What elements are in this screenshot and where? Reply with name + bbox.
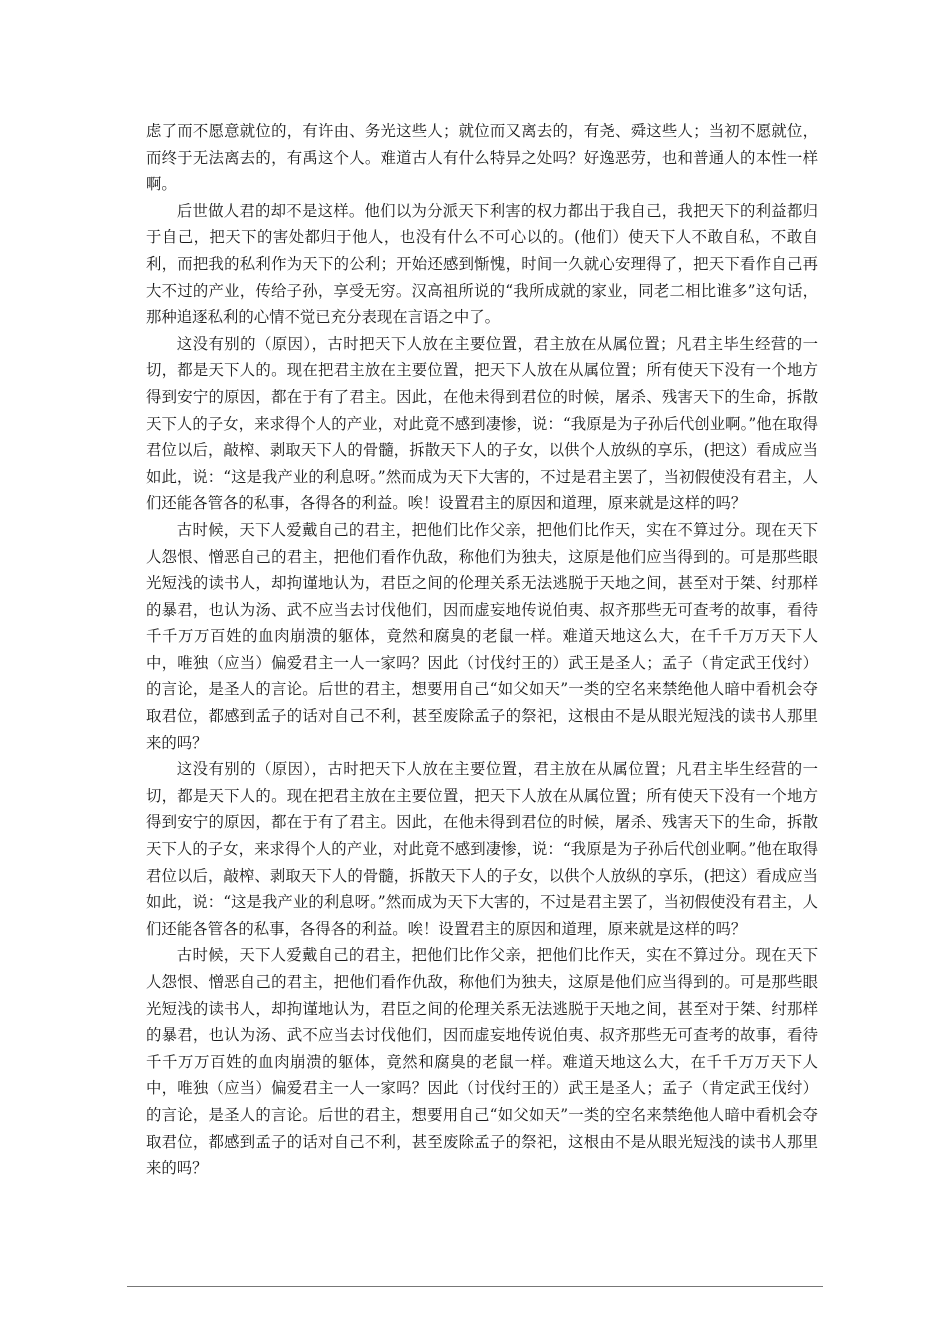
paragraph: 后世做人君的却不是这样。他们以为分派天下利害的权力都出于我自己，我把天下的利益都归于自己，把天下的害处都归于他人，也没有什么不可心以的。(他们）使天下人不敢自私，不敢自利，而把我的私利作为天下的公利；开始还感到惭愧，时间一久就心安理得了，把天下看作自己再大不过的产业，传给子孙，享受无穷。汉高祖所说的“我所成就的家业，同老二相比谁多”这句话，那种追逐私利的心情不觉已充分表现在言语之中了。 [146, 201, 818, 327]
footer-divider [127, 1286, 823, 1287]
body-text [146, 118, 818, 1182]
paragraph-continuation: 虑了而不愿意就位的，有许由、务光这些人；就位而又离去的，有尧、舜这些人；当初不愿就位，而终于无法离去的，有禹这个人。难道古人有什么特异之处吗？好逸恶劳，也和普通人的本性一样啊。 [146, 122, 818, 194]
paragraph: 古时候，天下人爱戴自己的君主，把他们比作父亲，把他们比作天，实在不算过分。现在天下人怨恨、憎恶自己的君主，把他们看作仇敌，称他们为独夫，这原是他们应当得到的。可是那些眼光短浅的读书人，却拘谨地认为，君臣之间的伦理关系无法逃脱于天地之间，甚至对于桀、纣那样的暴君，也认为汤、武不应当去讨伐他们，因而虚妄地传说伯夷、叔齐那些无可查考的故事，看待千千万万百姓的血肉崩溃的躯体，竟然和腐臭的老鼠一样。难道天地这么大，在千千万万天下人中，唯独（应当）偏爱君主一人一家吗？因此（讨伐纣王的）武王是圣人；孟子（肯定武王伐纣）的言论，是圣人的言论。后世的君主，想要用自己“如父如天”一类的空名来禁绝他人暗中看机会夺取君位，都感到孟子的话对自己不利，甚至废除孟子的祭祀，这根由不是从眼光短浅的读书人那里来的吗？ [146, 520, 818, 752]
paragraph: 古时候，天下人爱戴自己的君主，把他们比作父亲，把他们比作天，实在不算过分。现在天下人怨恨、憎恶自己的君主，把他们看作仇敌，称他们为独夫，这原是他们应当得到的。可是那些眼光短浅的读书人，却拘谨地认为，君臣之间的伦理关系无法逃脱于天地之间，甚至对于桀、纣那样的暴君，也认为汤、武不应当去讨伐他们，因而虚妄地传说伯夷、叔齐那些无可查考的故事，看待千千万万百姓的血肉崩溃的躯体，竟然和腐臭的老鼠一样。难道天地这么大，在千千万万天下人中，唯独（应当）偏爱君主一人一家吗？因此（讨伐纣王的）武王是圣人；孟子（肯定武王伐纣）的言论，是圣人的言论。后世的君主，想要用自己“如父如天”一类的空名来禁绝他人暗中看机会夺取君位，都感到孟子的话对自己不利，甚至废除孟子的祭祀，这根由不是从眼光短浅的读书人那里来的吗？ [146, 946, 818, 1178]
paragraph: 这没有别的（原因），古时把天下人放在主要位置，君主放在从属位置；凡君主毕生经营的一切，都是天下人的。现在把君主放在主要位置，把天下人放在从属位置；所有使天下没有一个地方得到安宁的原因，都在于有了君主。因此，在他未得到君位的时候，屠杀、残害天下的生命，拆散天下人的子女，来求得个人的产业，对此竟不感到凄惨，说：“我原是为子孙后代创业啊。”他在取得君位以后，敲榨、剥取天下人的骨髓，拆散天下人的子女，以供个人放纵的享乐，(把这）看成应当如此，说：“这是我产业的利息呀。”然而成为天下大害的，不过是君主罢了，当初假使没有君主，人们还能各管各的私事，各得各的利益。唉！设置君主的原因和道理，原来就是这样的吗？ [146, 760, 818, 938]
paragraph: 这没有别的（原因），古时把天下人放在主要位置，君主放在从属位置；凡君主毕生经营的一切，都是天下人的。现在把君主放在主要位置，把天下人放在从属位置；所有使天下没有一个地方得到安宁的原因，都在于有了君主。因此，在他未得到君位的时候，屠杀、残害天下的生命，拆散天下人的子女，来求得个人的产业，对此竟不感到凄惨，说：“我原是为子孙后代创业啊。”他在取得君位以后，敲榨、剥取天下人的骨髓，拆散天下人的子女，以供个人放纵的享乐，(把这）看成应当如此，说：“这是我产业的利息呀。”然而成为天下大害的，不过是君主罢了，当初假使没有君主，人们还能各管各的私事，各得各的利益。唉！设置君主的原因和道理，原来就是这样的吗？ [146, 334, 818, 513]
